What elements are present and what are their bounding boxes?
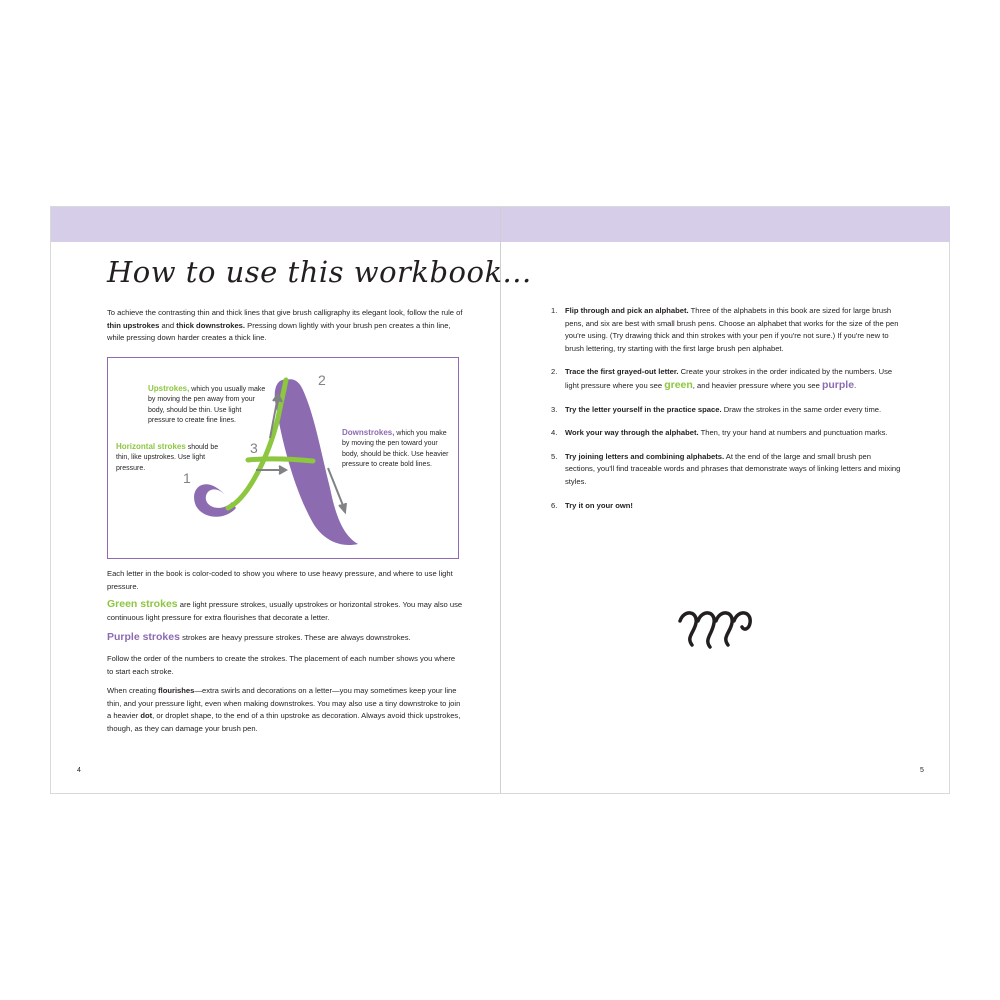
list-item: 3. Try the letter yourself in the practice space. Draw the strokes in the same order every time. [551,404,882,414]
swash-shape [194,484,236,516]
upstrokes-caption: Upstrokes, which you usually make by moving the pen away from your body, should be thin. Use light pressure to create fine lines. [148,384,266,425]
list-item: 1. Flip through and pick an alphabet. Three of the alphabets in this book are sized for large brush pens, and six are best with small brush pens. Choose an alphabet that works for the size of the pen you're using. (Try drawing thick and thin strokes with your pen if you're not sure.) If you're new to brush lettering, try starting with the first large brush pen alphabet. [551,306,899,353]
stroke-diagram [107,357,459,559]
page-number-left: 4 [77,767,81,774]
list-item: 4. Work your way through the alphabet. Then, try your hand at numbers and punctuation marks. [551,428,888,438]
stroke-number-2: 2 [318,372,326,388]
list-item: 2. Trace the first grayed-out letter. Create your strokes in the order indicated by the numbers. Use light pressure where you see green, and heavier pressure where you see purple. [551,367,893,391]
green-strokes-paragraph: Green strokes are light pressure strokes, usually upstrokes or horizontal strokes. You may also use continuous light pressure for extra flourishes that decorate a letter. [107,598,463,622]
order-paragraph: Follow the order of the numbers to create the strokes. The placement of each number shows you where to start each stroke. [107,654,456,676]
left-page [51,207,532,793]
horizontal-stroke-shape [248,459,313,461]
color-code-paragraph: Each letter in the book is color-coded to show you where to use heavy pressure, and where to use light pressure. [107,569,453,591]
flourish-paragraph: When creating flourishes—extra swirls and decorations on a letter—you may sometimes keep your line thin, and your pressure light, even when making downstrokes. You may also use a tiny downstroke to join a heavier dot, or droplet shape, to the end of a thin upstroke as decoration. Always avoid thick upstrokes, though, as they can damage your brush pen. [107,686,461,733]
header-band [51,207,500,242]
right-page [501,207,950,793]
flourish-ornament-icon [676,607,756,651]
list-item: 6. Try it on your own! [551,500,633,510]
header-band-right [501,207,950,242]
purple-strokes-paragraph: Purple strokes strokes are heavy pressure strokes. These are always downstrokes. [107,631,411,643]
page-number-right: 5 [920,767,924,774]
intro-paragraph: To achieve the contrasting thin and thick lines that give brush calligraphy its elegant look, follow the rule of thin upstrokes and thick downstrokes. Pressing down lightly with your brush pen creates a thin line, while pressing down harder creates a thick line. [107,308,463,343]
downstrokes-caption: Downstrokes, which you make by moving the pen toward your body, should be thick. Use heavier pressure to create bold lines. [342,428,449,469]
page-title: How to use this workbook... [107,255,532,289]
book-spread [50,206,950,794]
stroke-number-1: 1 [183,470,191,486]
stroke-number-3: 3 [250,440,258,456]
list-item: 5. Try joining letters and combining alphabets. At the end of the large and small brush pen sections, you'll find traceable words and phrases that demonstrate ways of linking letters and mixing styles. [551,451,901,486]
horizontal-caption: Horizontal strokes should be thin, like upstrokes. Use light pressure. [116,442,219,472]
steps-list [551,305,901,523]
